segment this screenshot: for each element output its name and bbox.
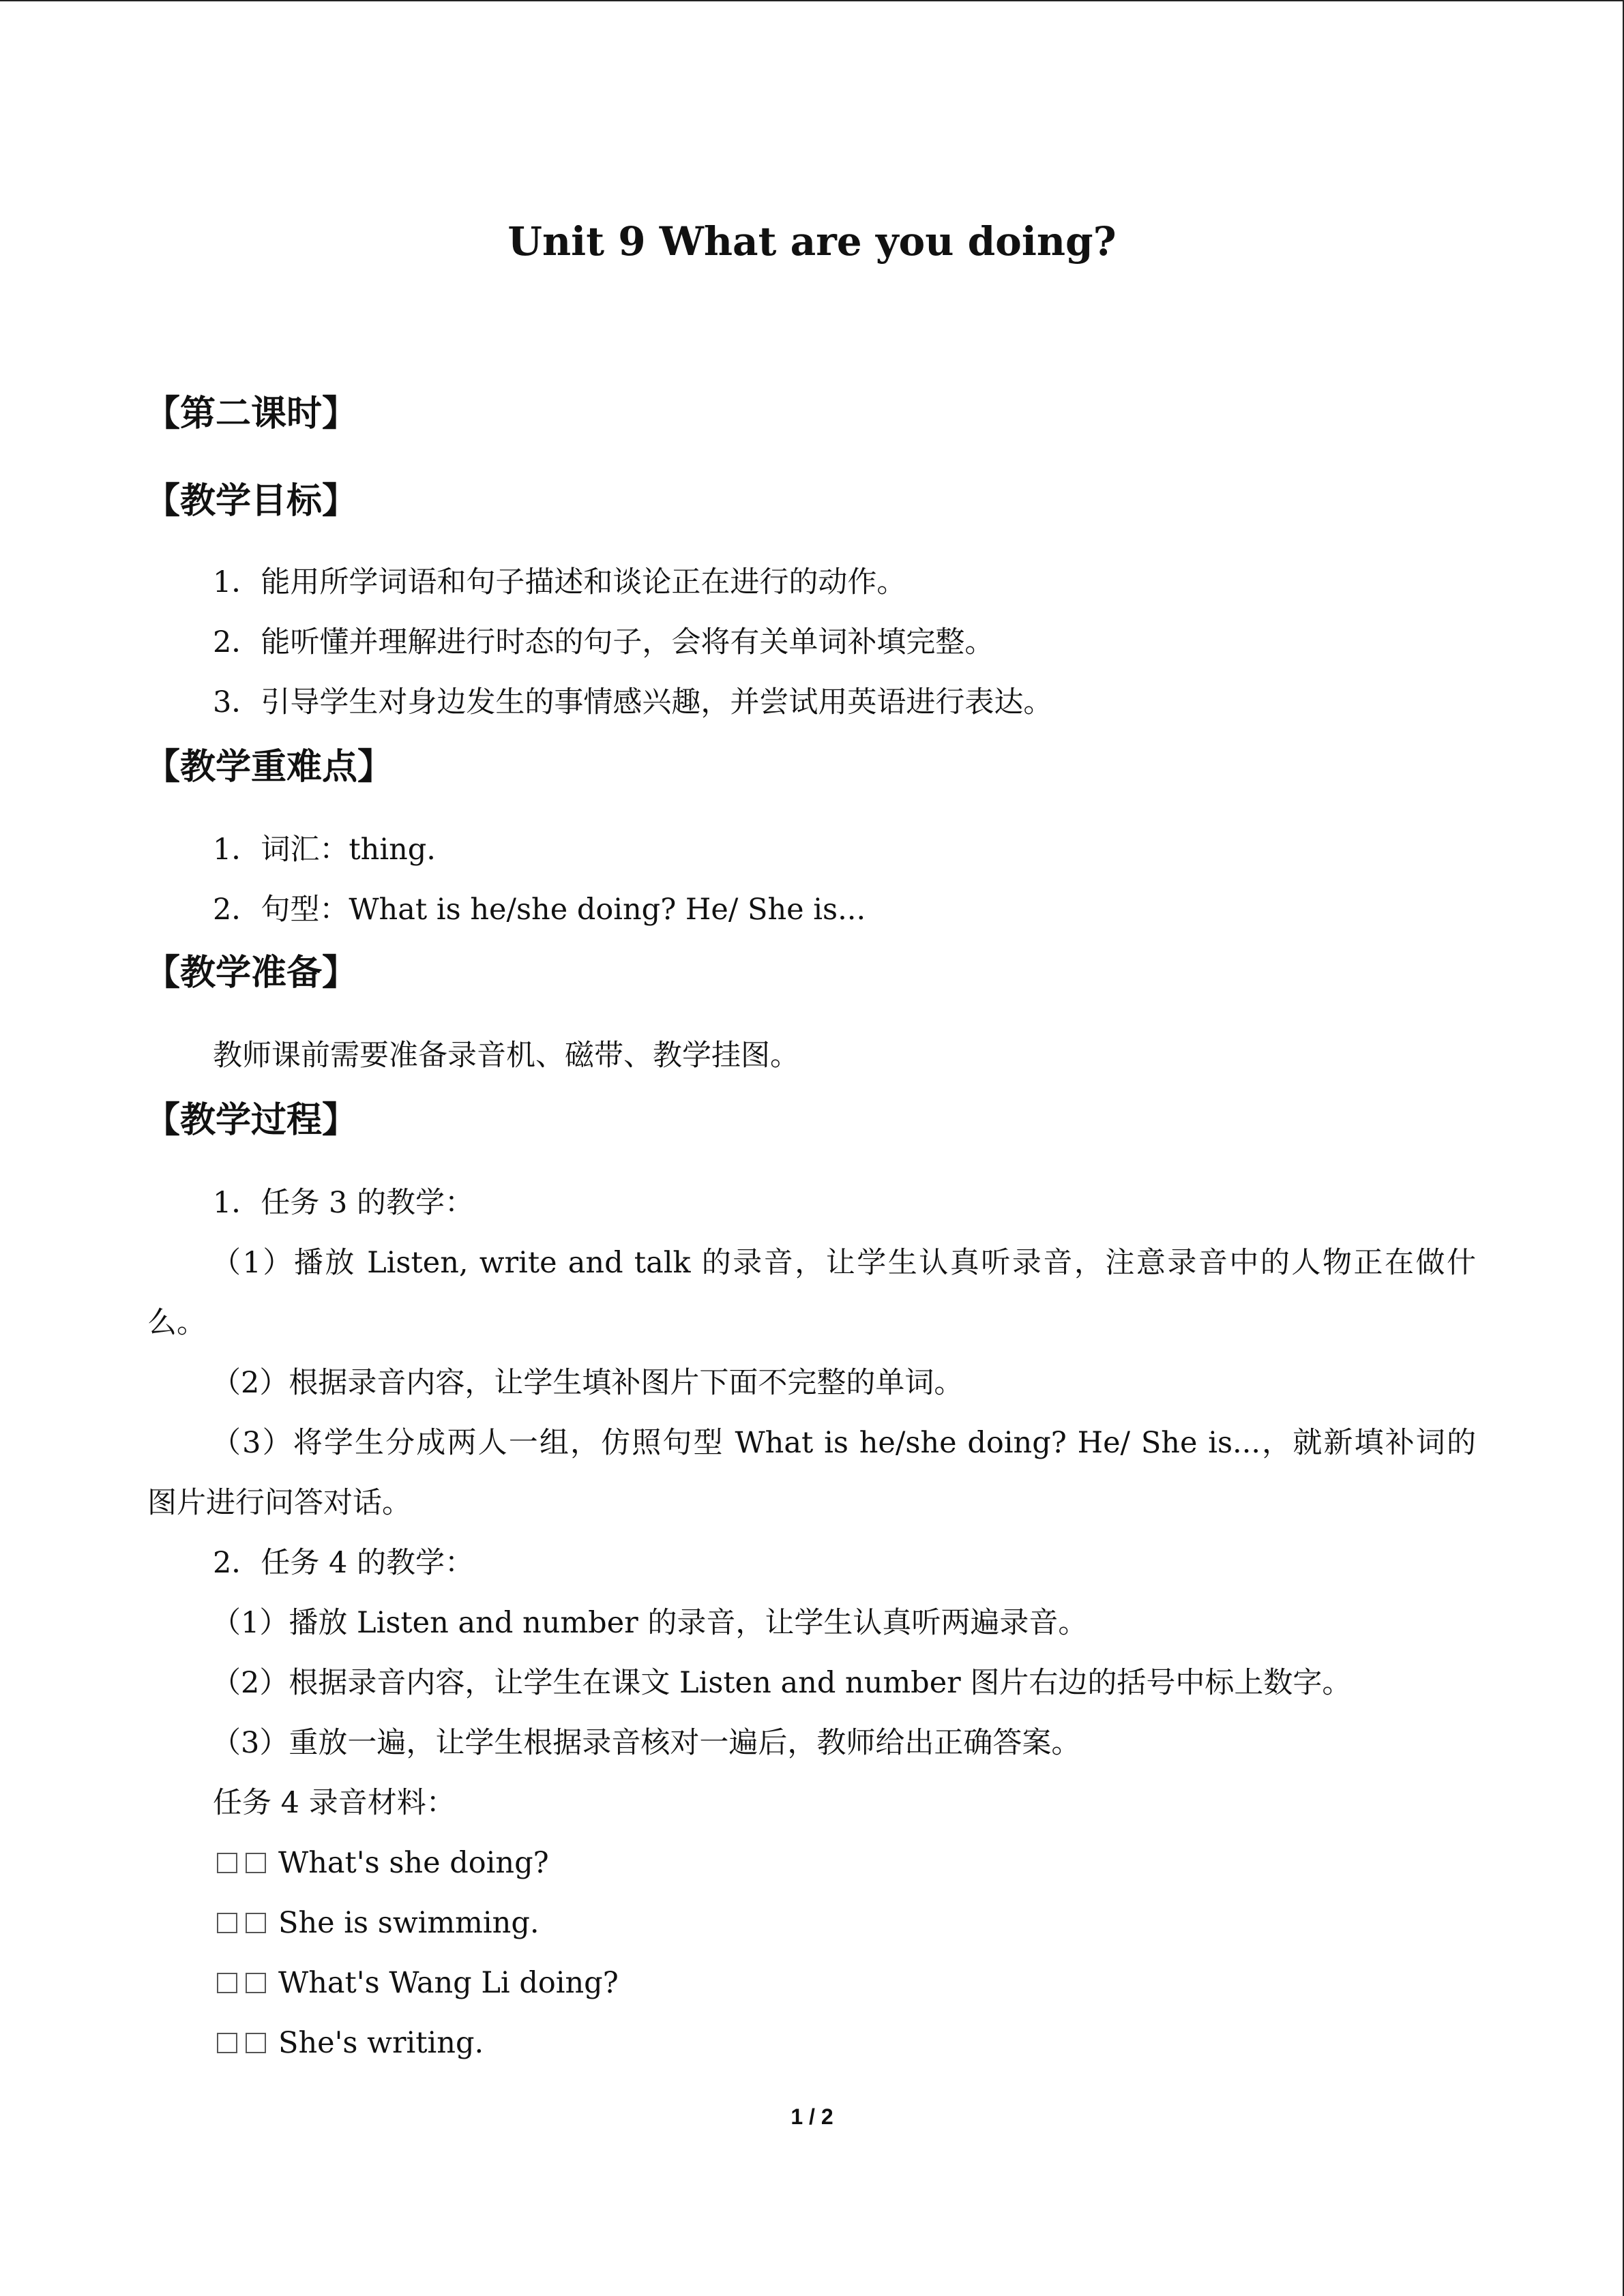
- task3-step3-line1: （3）将学生分成两人一组，仿照句型 What is he/she doing? He/ She is...，就新填补词的: [211, 1426, 1476, 1460]
- objective-item: 1．能用所学词语和句子描述和谈论正在进行的动作。: [213, 565, 906, 599]
- material-text: What's Wang Li doing?: [278, 1966, 619, 2000]
- task4-material-title: 任务 4 录音材料：: [213, 1786, 456, 1820]
- material-text: She's writing.: [278, 2026, 484, 2060]
- document-title: Unit 9 What are you doing?: [507, 218, 1117, 265]
- key-point-item: 1．词汇：thing.: [213, 833, 436, 867]
- preparation-heading: 【教学准备】: [145, 952, 358, 994]
- material-text: What's she doing?: [278, 1846, 549, 1880]
- placeholder-boxes: [217, 1853, 266, 1873]
- square-icon: [217, 1853, 237, 1873]
- square-icon: [217, 2033, 237, 2053]
- task4-step2: （2）根据录音内容，让学生在课文 Listen and number 图片右边的括号中标上数字。: [211, 1666, 1352, 1700]
- key-point-item: 2．句型：What is he/she doing? He/ She is...: [213, 893, 866, 927]
- square-icon: [246, 2033, 266, 2053]
- placeholder-boxes: [217, 2033, 266, 2053]
- square-icon: [217, 1913, 237, 1933]
- material-text: She is swimming.: [278, 1906, 540, 1940]
- task3-step3-line2: 图片进行问答对话。: [147, 1486, 411, 1520]
- task3-step1-line2: 么。: [147, 1306, 206, 1340]
- placeholder-boxes: [217, 1913, 266, 1933]
- objective-item: 2．能听懂并理解进行时态的句子，会将有关单词补填完整。: [213, 625, 994, 659]
- task4-step3: （3）重放一遍，让学生根据录音核对一遍后，教师给出正确答案。: [211, 1726, 1081, 1760]
- objective-item: 3．引导学生对身边发生的事情感兴趣，并尝试用英语进行表达。: [213, 685, 1053, 719]
- material-line: [213, 1963, 619, 2003]
- lesson-heading: 【第二课时】: [145, 393, 358, 434]
- square-icon: [246, 1913, 266, 1933]
- material-line: [213, 1843, 549, 1883]
- task3-step2: （2）根据录音内容，让学生填补图片下面不完整的单词。: [211, 1366, 964, 1400]
- process-heading: 【教学过程】: [145, 1099, 358, 1141]
- page-number: 1 / 2: [791, 2104, 833, 2129]
- square-icon: [217, 1973, 237, 1993]
- task4-title: 2．任务 4 的教学：: [213, 1546, 475, 1580]
- task3-step1-line1: （1）播放 Listen, write and talk 的录音，让学生认真听录音，注意录音中的人物正在做什: [211, 1246, 1476, 1280]
- placeholder-boxes: [217, 1973, 266, 1993]
- square-icon: [246, 1973, 266, 1993]
- task3-title: 1．任务 3 的教学：: [213, 1186, 475, 1220]
- material-line: [213, 1903, 540, 1943]
- objectives-heading: 【教学目标】: [145, 480, 358, 522]
- task4-step1: （1）播放 Listen and number 的录音，让学生认真听两遍录音。: [211, 1606, 1088, 1640]
- square-icon: [246, 1853, 266, 1873]
- material-line: [213, 2023, 484, 2063]
- preparation-text: 教师课前需要准备录音机、磁带、教学挂图。: [213, 1039, 799, 1073]
- key-points-heading: 【教学重难点】: [145, 746, 394, 788]
